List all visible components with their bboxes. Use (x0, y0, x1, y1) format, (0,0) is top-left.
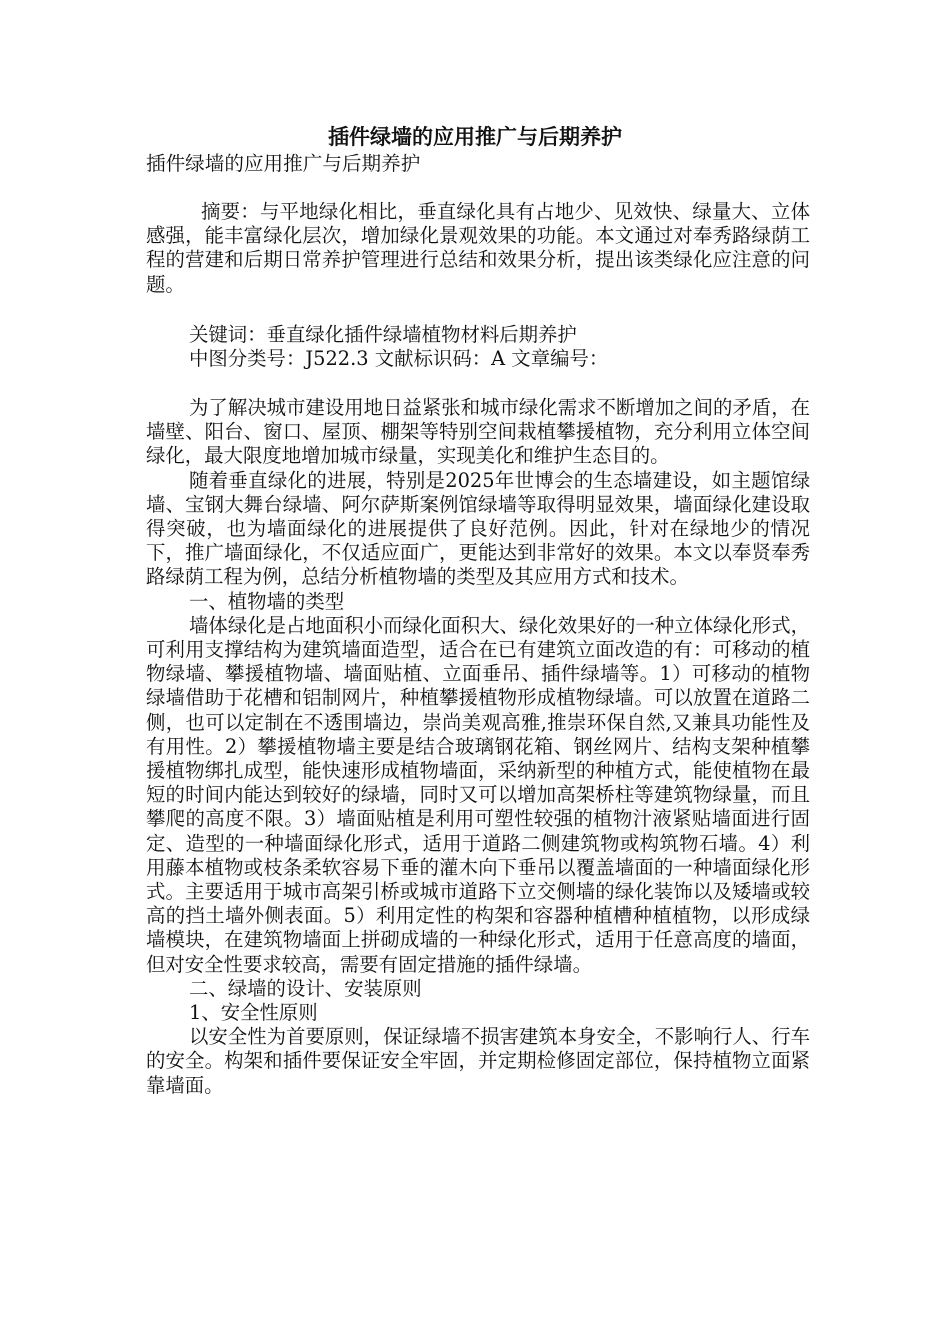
abstract-paragraph: 摘要：与平地绿化相比，垂直绿化具有占地少、见效快、绿量大、立体感强，能丰富绿化层次，增加绿化景观效果的功能。本文通过对奉秀路绿荫工程的营建和后期日常养护管理进行总结和效果分析，提出该类绿化应注意的问题。 (146, 200, 810, 296)
body-paragraph-4: 以安全性为首要原则，保证绿墙不损害建筑本身安全，不影响行人、行车的安全。构架和插件要保证安全牢固，并定期检修固定部位，保持植物立面紧靠墙面。 (146, 1025, 810, 1097)
section-heading-1: 一、植物墙的类型 (189, 589, 345, 613)
classification-line: 中图分类号：J522.3 文献标识码：A 文章编号： (189, 347, 609, 370)
subsection-heading-1: 1、安全性原则 (189, 1001, 318, 1025)
body-text (146, 396, 810, 1098)
body-paragraph-2: 随着垂直绿化的进展，特别是2025年世博会的生态墙建设，如主题馆绿墙、宝钢大舞台绿墙、阿尔萨斯案例馆绿墙等取得明显效果，墙面绿化建设取得突破，也为墙面绿化的进展提供了良好范例。因此，针对在绿地少的情况下，推广墙面绿化，不仅适应面广，更能达到非常好的效果。本文以奉贤奉秀路绿荫工程为例，总结分析植物墙的类型及其应用方式和技术。 (146, 468, 810, 589)
section-heading-2: 二、绿墙的设计、安装原则 (189, 976, 422, 1000)
document-subtitle: 插件绿墙的应用推广与后期养护 (146, 152, 421, 175)
document-title: 插件绿墙的应用推广与后期养护 (328, 124, 622, 149)
body-paragraph-3: 墙体绿化是占地面积小而绿化面积大、绿化效果好的一种立体绿化形式，可利用支撑结构为建筑墙面造型，适合在已有建筑立面改造的有：可移动的植物绿墙、攀援植物墙、墙面贴植、立面垂吊、插件绿墙等。1）可移动的植物绿墙借助于花槽和铝制网片，种植攀援植物形成植物绿墙。可以放置在道路二侧，也可以定制在不透围墙边，崇尚美观高雅,推崇环保自然,又兼具功能性及有用性。2）攀援植物墙主要是结合玻璃钢花箱、钢丝网片、结构支架种植攀援植物绑扎成型，能快速形成植物墙面，采纳新型的种植方式，能使植物在最短的时间内能达到较好的绿墙，同时又可以增加高架桥柱等建筑物绿量，而且攀爬的高度不限。3）墙面贴植是利用可塑性较强的植物汁液紧贴墙面进行固定、造型的一种墙面绿化形式，适用于道路二侧建筑物或构筑物石墙。4）利用藤本植物或枝条柔软容易下垂的灌木向下垂吊以覆盖墙面的一种墙面绿化形式。主要适用于城市高架引桥或城市道路下立交侧墙的绿化装饰以及矮墙或较高的挡土墙外侧表面。5）利用定性的构架和容器种植槽种植植物，以形成绿墙模块，在建筑物墙面上拼砌成墙的一种绿化形式，适用于任意高度的墙面，但对安全性要求较高，需要有固定措施的插件绿墙。 (146, 613, 810, 976)
body-paragraph-1: 为了解决城市建设用地日益紧张和城市绿化需求不断增加之间的矛盾，在墙壁、阳台、窗口、屋顶、棚架等特别空间栽植攀援植物，充分利用立体空间绿化，最大限度地增加城市绿量，实现美化和维护生态目的。 (146, 396, 810, 468)
keywords-line: 关键词：垂直绿化插件绿墙植物材料后期养护 (189, 323, 577, 346)
